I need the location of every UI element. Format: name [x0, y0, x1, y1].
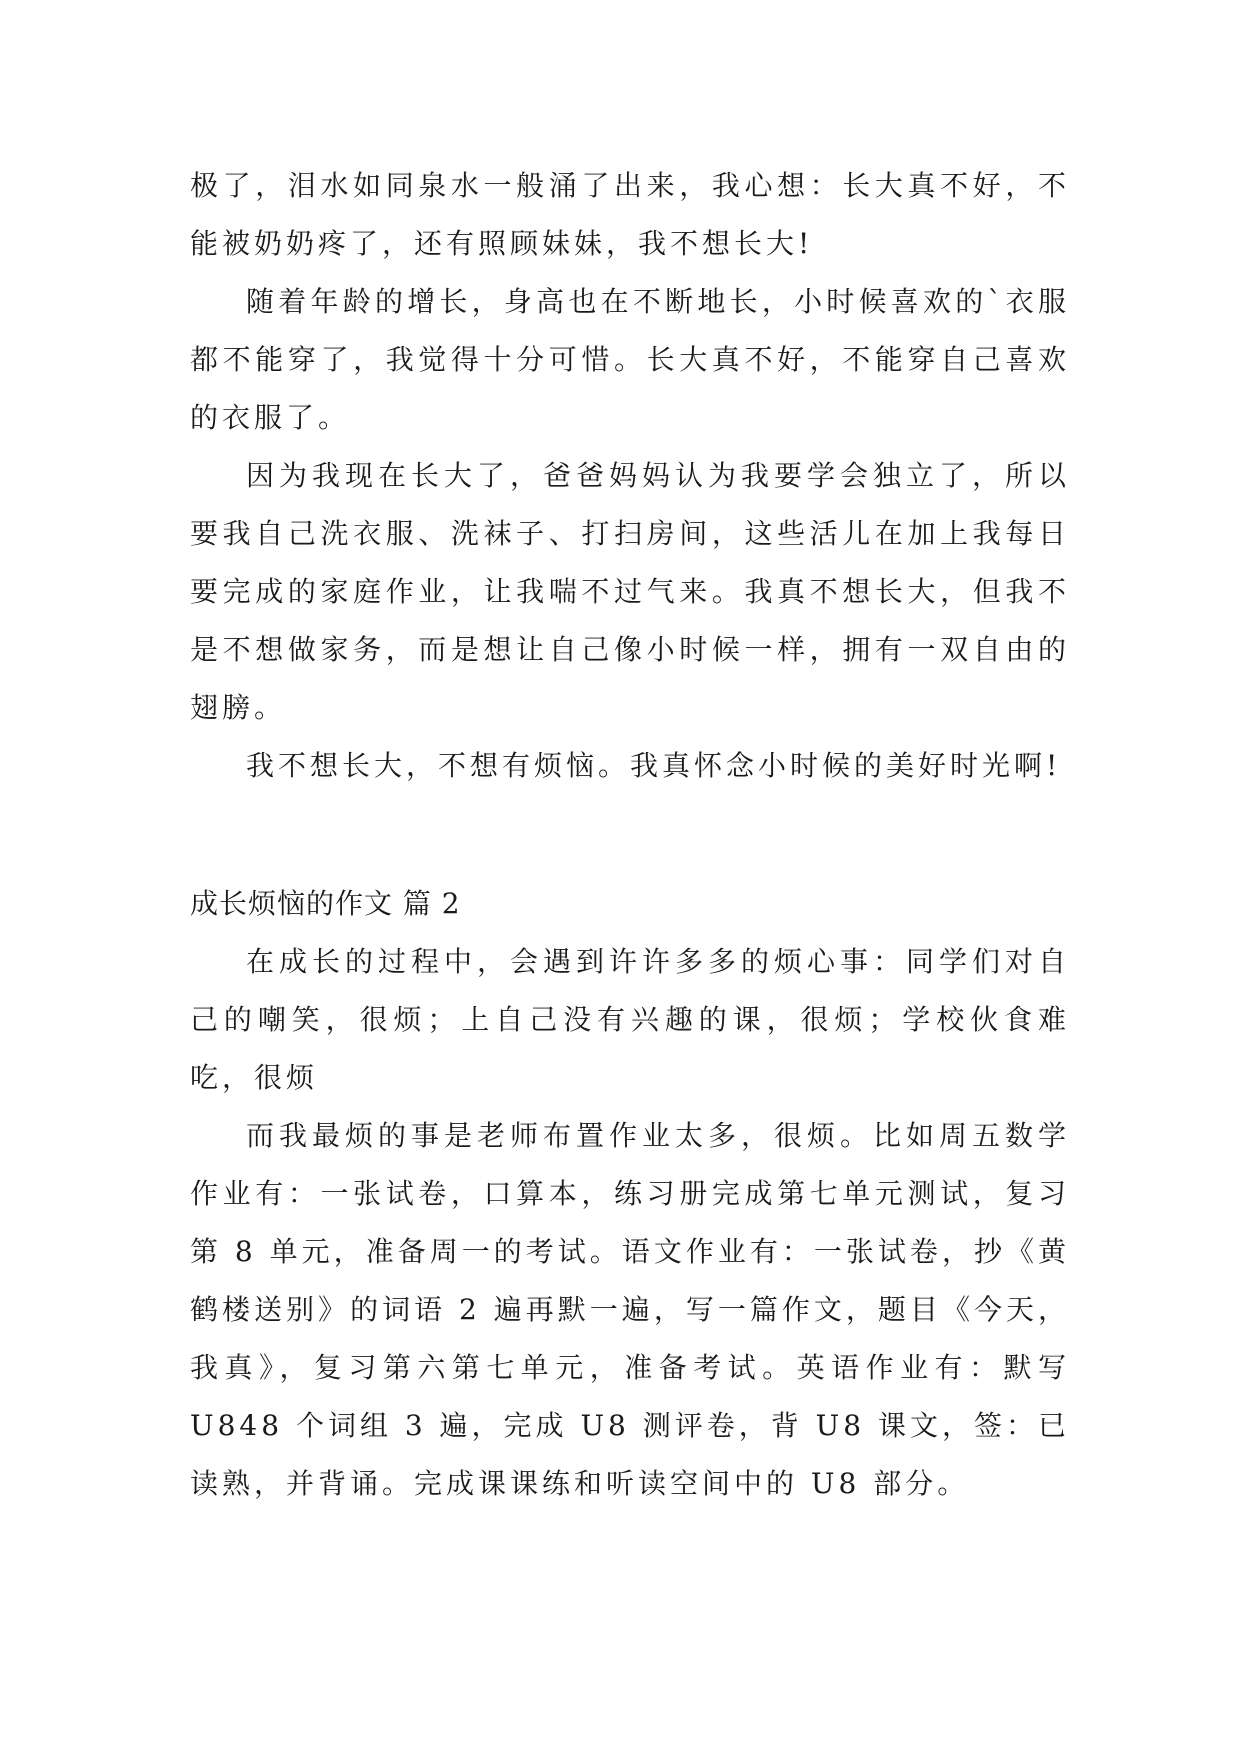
section-spacer: [190, 795, 1070, 875]
paragraph-troubles: 在成长的过程中，会遇到许许多多的烦心事：同学们对自己的嘲笑，很烦；上自己没有兴趣的课，很烦；学校伙食难吃，很烦: [190, 945, 1070, 1094]
paragraph-homework: 而我最烦的事是老师布置作业太多，很烦。比如周五数学作业有：一张试卷，口算本，练习册完成第七单元测试，复习第 8 单元，准备周一的考试。语文作业有：一张试卷，抄《黄鹤楼送别》的词语 2 遍再默一遍，写一篇作文，题目《今天，我真》，复习第六第七单元，准备考试。英语作业有：默写 U848 个词组 3 遍，完成 U8 测评卷，背 U8 课文，签：已读熟，并背诵。完成课课练和听读空间中的 U8 部分。: [190, 1119, 1070, 1500]
paragraph-nostalgia: 我不想长大，不想有烦恼。我真怀念小时候的美好时光啊!: [246, 749, 1062, 782]
paragraph-growing-clothes: 随着年龄的增长，身高也在不断地长，小时候喜欢的`衣服都不能穿了，我觉得十分可惜。长大真不好，不能穿自己喜欢的衣服了。: [190, 285, 1070, 434]
document-body: [190, 157, 1070, 1513]
paragraph-independence: 因为我现在长大了，爸爸妈妈认为我要学会独立了，所以要我自己洗衣服、洗袜子、打扫房间，这些活儿在加上我每日要完成的家庭作业，让我喘不过气来。我真不想长大，但我不是不想做家务，而是想让自己像小时候一样，拥有一双自由的翅膀。: [190, 459, 1070, 724]
paragraph-continuation: 极了，泪水如同泉水一般涌了出来，我心想：长大真不好，不能被奶奶疼了，还有照顾妹妹，我不想长大!: [190, 169, 1070, 260]
section-title: 成长烦恼的作文 篇 2: [190, 887, 461, 920]
